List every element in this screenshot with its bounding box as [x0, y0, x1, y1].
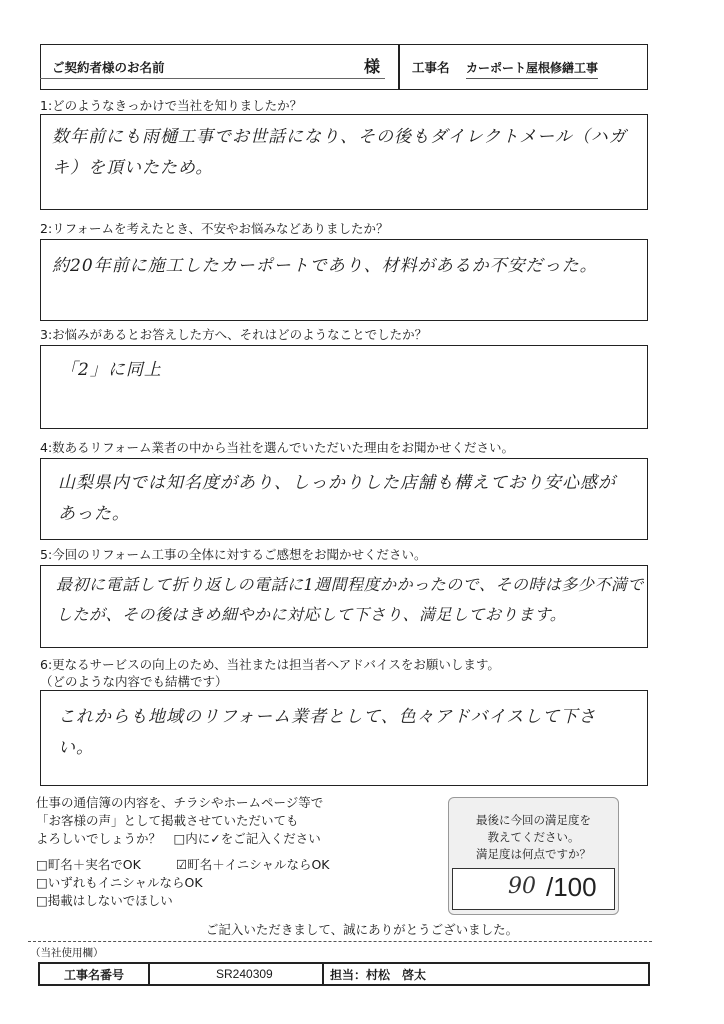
score-max: /100: [546, 872, 597, 902]
satisfaction-line-2: 教えてください。: [487, 830, 580, 844]
question-1-label: 1:どのようなきっかけで当社を知りましたか？: [40, 98, 303, 113]
dashed-separator: [28, 941, 652, 942]
office-staff: 担当：村松 啓太: [330, 968, 427, 982]
option-all-initials[interactable]: □いずれもイニシャルならOK: [36, 875, 203, 890]
answer-3-text: 「2」に同上: [60, 360, 162, 380]
office-use-label: （当社使用欄）: [30, 947, 104, 959]
office-number-value: SR240309: [216, 967, 273, 981]
consent-line-1: 仕事の通信簿の内容を、チラシやホームページ等で: [36, 795, 324, 810]
work-name-label: 工事名: [412, 60, 450, 75]
sama-label: 様: [364, 57, 381, 76]
question-5-label: 5:今回のリフォーム工事の全体に対するご感想をお聞かせください。: [40, 547, 427, 562]
consent-line-2: 「お客様の声」として掲載させていただいても: [36, 813, 299, 828]
satisfaction-line-3: 満足度は何点ですか？: [476, 847, 591, 861]
thanks-message: ご記入いただきまして、誠にありがとうございました。: [205, 922, 519, 937]
question-2-label: 2:リフォームを考えたとき、不安やお悩みなどありましたか？: [40, 221, 389, 236]
question-3-label: 3:お悩みがあるとお答えした方へ、それはどのようなことでしたか？: [40, 327, 428, 342]
question-6-label: 6:更なるサービスの向上のため、当社または担当者へアドバイスをお願いします。: [40, 657, 500, 672]
answer-2-text: 約20年前に施工したカーポートであり、材料があるか不安だった。: [52, 256, 598, 276]
option-initials-town[interactable]: ☑町名＋イニシャルならOK: [176, 857, 330, 872]
office-number-label: 工事名番号: [63, 968, 124, 982]
answer-6-text: これからも地域のリフォーム業者として、色々アドバイスして下さい。: [58, 707, 597, 759]
work-name-value: カーポート屋根修繕工事: [466, 59, 598, 79]
answer-1-text: 数年前にも雨樋工事でお世話になり、その後もダイレクトメール（ハガキ）を頂いたため。: [52, 127, 627, 179]
name-input-line: [40, 78, 385, 79]
answer-4-text: 山梨県内では知名度があり、しっかりした店舗も構えており安心感があった。: [58, 473, 616, 525]
office-divider-2: [322, 962, 324, 986]
option-no-publish[interactable]: □掲載はしないでほしい: [36, 893, 173, 908]
question-4-label: 4:数あるリフォーム業者の中から当社を選んでいただいた理由をお聞かせください。: [40, 440, 515, 455]
option-full-name[interactable]: □町名＋実名でOK: [36, 857, 141, 872]
question-6-sublabel: （どのような内容でも結構です）: [40, 674, 228, 689]
consent-line-3: よろしいでしょうか？ □内に✓をご記入ください: [36, 831, 321, 846]
header-divider: [398, 44, 400, 90]
office-divider-1: [148, 962, 150, 986]
name-label: ご契約者様のお名前: [52, 60, 165, 75]
answer-5-text: 最初に電話して折り返しの電話に1週間程度かかったので、その時は多少不満でしたが、その後はきめ細やかに対応して下さり、満足しております。: [56, 575, 644, 624]
satisfaction-line-1: 最後に今回の満足度を: [476, 813, 591, 827]
score-value: 90: [508, 874, 536, 899]
